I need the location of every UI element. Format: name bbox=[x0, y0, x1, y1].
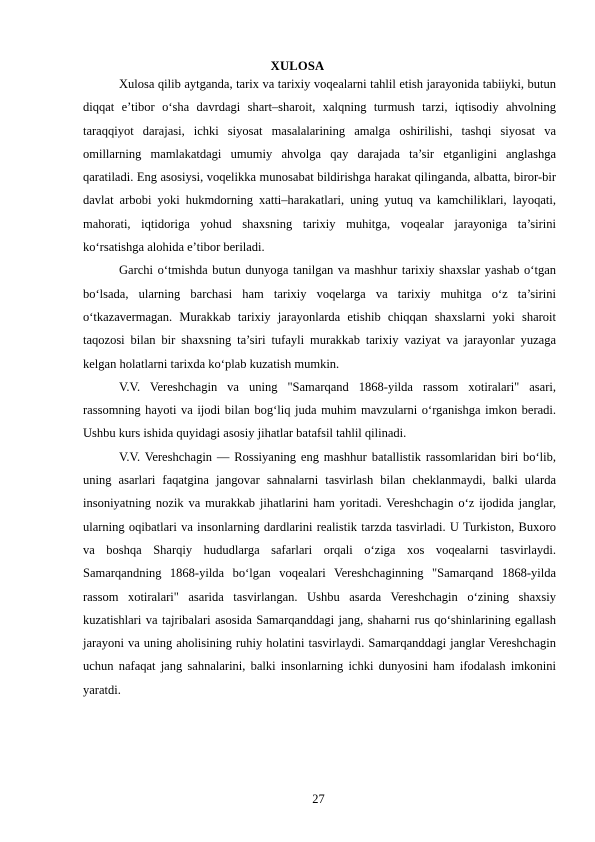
page-number: 27 bbox=[312, 792, 325, 806]
paragraph-3: V.V. Vereshchagin va uning "Samarqand 1868-yilda rassom xotiralari" asari, rassomning hayoti va ijodi bilan bog‘liq juda muhim mavzularni o‘rganishga imkon beradi. Ushbu kurs ishida quyidagi asosiy jihatlar batafsil tahlil qilinadi. bbox=[83, 379, 556, 441]
paragraph-4: V.V. Vereshchagin — Rossiyaning eng mashhur batallistik rassomlaridan biri bo‘lib, uning asarlari faqatgina jangovar sahnalarni tasvirlash bilan cheklanmaydi, balki ularda insoniyatning nozik va murakkab jihatlarini ham yoritadi. Vereshchagin o‘z ijodida janglar, ularning oqibatlari va insonlarning dardlarini realistik tarzda tasvirladi. U Turkiston, Buxoro va boshqa Sharqiy hududlarga safarlari orqali o‘ziga xos voqealarni tasvirlaydi. Samarqandning 1868-yilda bo‘lgan voqealari Vereshchaginning "Samarqand 1868-yilda rassom xotiralari" asarida tasvirlangan. Ushbu asarda Vereshchagin o‘zining shaxsiy kuzatishlari va tajribalari asosida Samarqanddagi jang, shaharni rus qo‘shinlarining egallash jarayoni va uning aholisining ruhiy holatini tasvirlaydi. Samarqanddagi janglar Vereshchagin uchun nafaqat jang sahnalarini, balki insonlarning ichki dunyosini ham ifodalash imkonini yaratdi. bbox=[83, 449, 556, 697]
section-heading: XULOSA bbox=[270, 59, 325, 73]
paragraph-1: Xulosa qilib aytganda, tarix va tarixiy voqealarni tahlil etish jarayonida tabiiyki, butun diqqat e’tibor o‘sha davrdagi shart–sharoit, xalqning turmush tarzi, iqtisodiy ahvolning taraqqiyot darajasi, ichki siyosat masalalarining amalga oshirilishi, tashqi siyosat va omillarning mamlakatdagi umumiy ahvolga qay darajada ta’sir etganligini anglashga qaratiladi. Eng asosiysi, voqelikka munosabat bildirishga harakat qilinganda, albatta, biror-bir davlat arbobi yoki hukmdorning xatti–harakatlari, uning yutuq va kamchiliklari, layoqati, mahorati, iqtidoriga yohud shaxsning tarixiy muhitga, voqealar jarayoniga ta’sirini ko‘rsatishga alohida e’tibor beriladi. bbox=[83, 77, 556, 255]
body-text bbox=[83, 73, 556, 702]
paragraph-2: Garchi o‘tmishda butun dunyoga tanilgan va mashhur tarixiy shaxslar yashab o‘tgan bo‘lsada, ularning barchasi ham tarixiy voqelarga va tarixiy muhitga o‘z ta’sirini o‘tkazavermagan. Murakkab tarixiy jarayonlarda etishib chiqqan shaxslarni yoki sharoit taqozosi bilan bir shaxsning ta’siri tufayli murakkab tarixiy vaziyat va jarayonlar yuzaga kelgan holatlarni tarixda ko‘plab kuzatish mumkin. bbox=[83, 263, 556, 371]
